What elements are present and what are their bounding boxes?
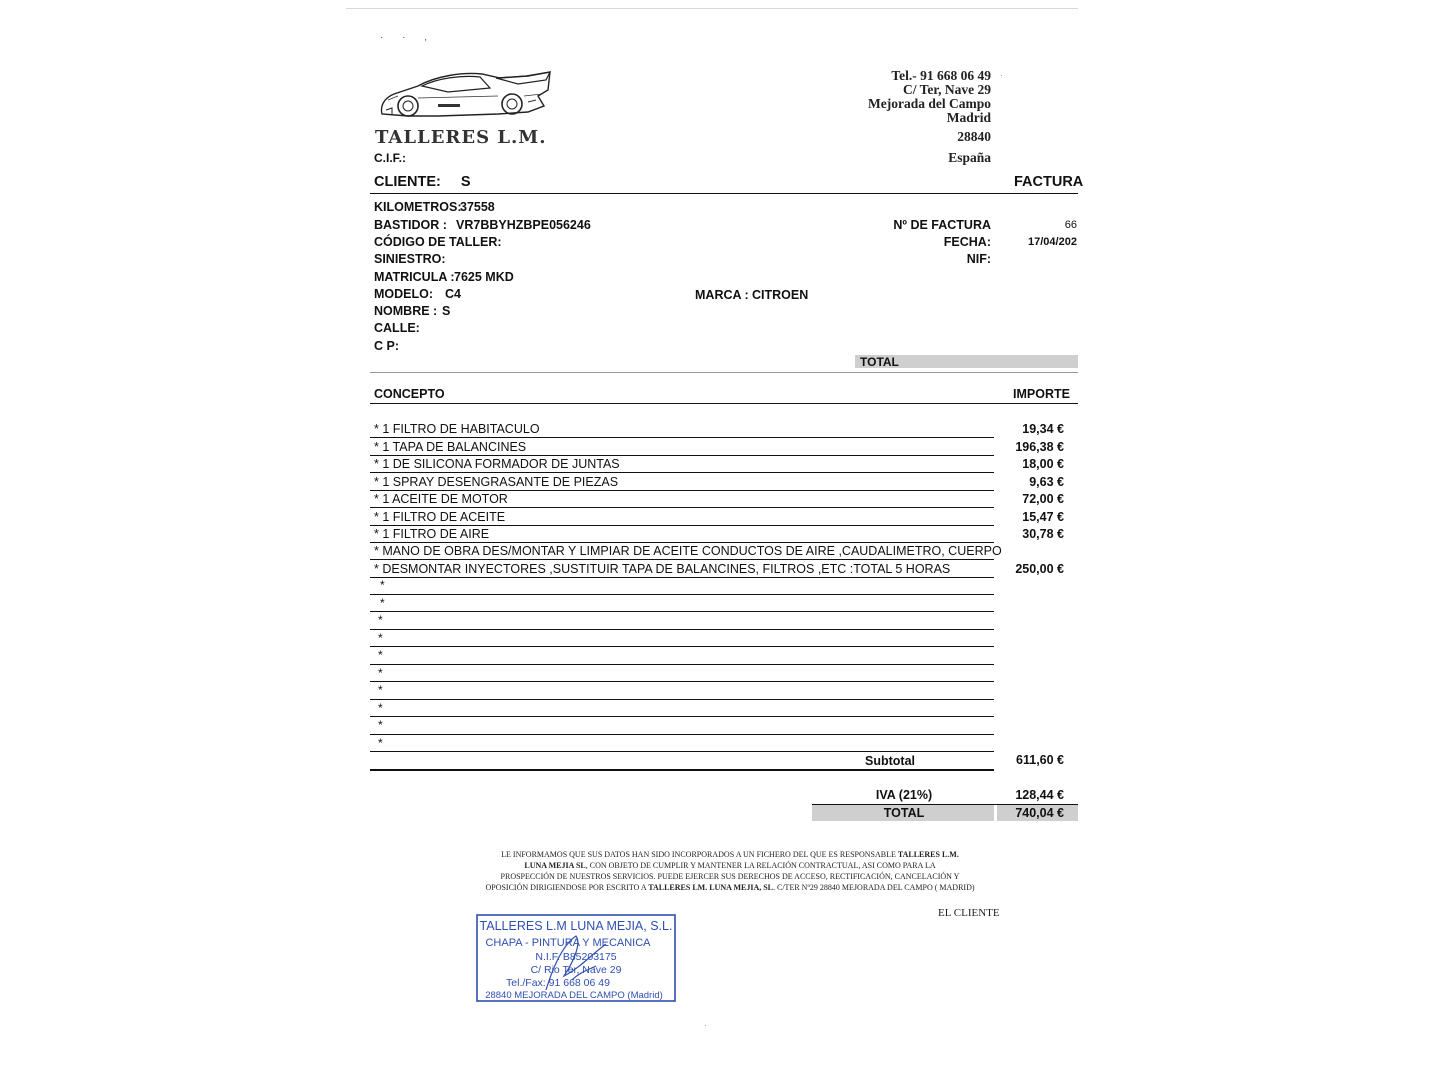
nombre-label: NOMBRE : (374, 304, 438, 318)
item-rule (370, 716, 994, 717)
iva-value: 128,44 € (1015, 788, 1064, 802)
total-value: 740,04 € (1015, 806, 1064, 820)
line-item: * 1 SPRAY DESENGRASANTE DE PIEZAS (374, 475, 619, 489)
legal-line-3: PROSPECCIÓN DE NUESTROS SERVICIOS. PUEDE EJERCER SUS DERECHOS DE ACCESO, RECTIFICACIÓN, CANCELACIÓN Y (500, 872, 960, 881)
blank-row-marker: * (378, 718, 383, 732)
legal-line-2a: LUNA MEJIA SL (524, 861, 586, 870)
scan-top-edge (346, 8, 1078, 9)
item-rule (370, 611, 994, 612)
siniestro-label: SINIESTRO: (374, 252, 446, 266)
table-header-rule (370, 403, 1078, 404)
legal-notice (450, 849, 1010, 893)
item-rule (370, 559, 994, 560)
numero-factura-label: Nº DE FACTURA (893, 218, 991, 232)
line-item: * MANO DE OBRA DES/MONTAR Y LIMPIAR DE ACEITE CONDUCTOS DE AIRE ,CAUDALIMETRO, CUERPO (374, 544, 1002, 558)
total-bar-label: TOTAL (860, 355, 899, 369)
km-value: 37558 (460, 200, 495, 214)
legal-line-4c: . C/TER Nº29 28840 MEJORADA DEL CAMPO ( MADRID) (773, 883, 975, 892)
blank-row-marker: * (378, 631, 383, 645)
line-item: * 1 ACEITE DE MOTOR (374, 492, 508, 506)
blank-row-marker: * (378, 701, 383, 715)
item-rule (370, 525, 994, 526)
item-rule (370, 681, 994, 682)
scan-speck: · (704, 1020, 707, 1030)
stamp-line-5: Tel./Fax: 91 668 06 49 (506, 977, 610, 989)
cliente-value: S (460, 174, 471, 190)
subtotal-value: 611,60 € (1016, 753, 1064, 767)
concepto-header: CONCEPTO (374, 387, 445, 401)
iva-label: IVA (21%) (875, 788, 933, 802)
modelo-label: MODELO: (374, 287, 434, 301)
km-label: KILOMETROS: (374, 200, 462, 214)
line-amount: 9,63 € (1029, 475, 1064, 489)
line-item: * 1 FILTRO DE ACEITE (374, 510, 506, 524)
item-rule (370, 646, 994, 647)
company-stamp (476, 914, 676, 1002)
company-postcode: 28840 (957, 129, 991, 144)
nif-label: NIF: (966, 252, 991, 266)
blank-row-marker: * (378, 736, 383, 750)
marca-value: CITROEN (752, 288, 809, 302)
el-cliente-label: EL CLIENTE (938, 907, 1000, 919)
matricula-label: MATRICULA : (374, 270, 455, 284)
scan-specks: · · , (380, 32, 435, 43)
stamp-line-6: 28840 MEJORADA DEL CAMPO (Madrid) (485, 990, 663, 1001)
fecha-label: FECHA: (943, 235, 991, 249)
stamp-line-1: TALLERES L.M LUNA MEJIA, S.L. (479, 919, 673, 933)
line-item: * DESMONTAR INYECTORES ,SUSTITUIR TAPA DE BALANCINES, FILTROS ,ETC :TOTAL 5 HORAS (374, 562, 951, 576)
nombre-value: S (442, 304, 451, 318)
item-rule (370, 507, 994, 508)
blank-row-marker: * (378, 613, 383, 627)
item-rule (370, 472, 994, 473)
item-rule (370, 577, 994, 578)
modelo-value: C4 (445, 287, 461, 301)
subtotal-rule (370, 769, 994, 771)
scan-speck: · (1000, 70, 1003, 80)
cif-label: C.I.F.: (374, 151, 406, 165)
calle-label: CALLE: (374, 321, 420, 335)
blank-row-marker: * (380, 596, 385, 610)
subtotal-label: Subtotal (865, 754, 915, 768)
line-item: * 1 TAPA DE BALANCINES (374, 440, 527, 454)
item-rule (370, 455, 994, 456)
item-rule (370, 594, 994, 595)
legal-line-4a: OPOSICIÓN DIRIGIENDOSE POR ESCRITO A (485, 883, 649, 892)
line-amount: 250,00 € (1015, 562, 1064, 576)
cp-label: C P: (374, 339, 399, 353)
cliente-label: CLIENTE: (374, 174, 441, 190)
line-amount: 15,47 € (1022, 510, 1064, 524)
blank-row-marker: * (378, 666, 383, 680)
company-town: Mejorada del Campo (868, 96, 991, 111)
blank-row-marker: * (380, 578, 385, 592)
blank-row-marker: * (378, 683, 383, 697)
total-label: TOTAL (883, 806, 925, 820)
company-country: España (948, 150, 991, 165)
numero-factura-value: 66 (1064, 219, 1077, 231)
item-rule (370, 490, 994, 491)
item-rule (370, 664, 994, 665)
codigo-taller-label: CÓDIGO DE TALLER: (374, 235, 502, 249)
item-rule (370, 751, 994, 752)
bastidor-label: BASTIDOR : (374, 218, 447, 232)
importe-header: IMPORTE (1013, 387, 1070, 401)
line-amount: 19,34 € (1022, 422, 1064, 436)
stamp-line-3: N.I.F. B85203175 (535, 951, 617, 963)
company-phone: Tel.- 91 668 06 49 (891, 68, 991, 83)
header-rule (370, 193, 1078, 194)
line-item: * 1 FILTRO DE HABITACULO (374, 422, 540, 436)
item-rule (370, 542, 994, 543)
line-amount: 196,38 € (1015, 440, 1064, 454)
line-item: * 1 DE SILICONA FORMADOR DE JUNTAS (374, 457, 620, 471)
item-rule (370, 734, 994, 735)
item-rule (370, 437, 994, 438)
legal-line-1a: LE INFORMAMOS QUE SUS DATOS HAN SIDO INCORPORADOS A UN FICHERO DEL QUE ES RESPONSABLE (501, 850, 898, 859)
line-item: * 1 FILTRO DE AIRE (374, 527, 490, 541)
matricula-value: 7625 MKD (454, 270, 514, 284)
line-amount: 72,00 € (1022, 492, 1064, 506)
fecha-value: 17/04/202 (1028, 236, 1077, 248)
legal-line-4b: TALLERES LM. LUNA MEJIA, SL (648, 883, 773, 892)
company-name: TALLERES L.M. (375, 127, 547, 148)
legal-line-2b: , CON OBJETO DE CUMPLIR Y MANTENER LA RELACIÓN CONTRACTUAL, ASI COMO PARA LA (585, 861, 936, 870)
car-logo-icon (378, 66, 552, 128)
marca-label: MARCA : (695, 288, 749, 302)
section-rule (370, 372, 1078, 373)
stamp-line-4: C/ Rio Ter, Nave 29 (530, 964, 622, 976)
company-street: C/ Ter, Nave 29 (902, 82, 991, 97)
legal-line-1b: TALLERES L.M. (897, 850, 959, 859)
company-province: Madrid (946, 110, 991, 125)
factura-title: FACTURA (1014, 174, 1084, 190)
stamp-line-2: CHAPA - PINTURA Y MECANICA (485, 937, 651, 949)
item-rule (370, 629, 994, 630)
line-amount: 18,00 € (1022, 457, 1064, 471)
line-amount: 30,78 € (1022, 527, 1064, 541)
item-rule (370, 699, 994, 700)
bastidor-value: VR7BBYHZBPE056246 (456, 218, 591, 232)
cliente-field (374, 174, 471, 190)
blank-row-marker: * (378, 648, 383, 662)
